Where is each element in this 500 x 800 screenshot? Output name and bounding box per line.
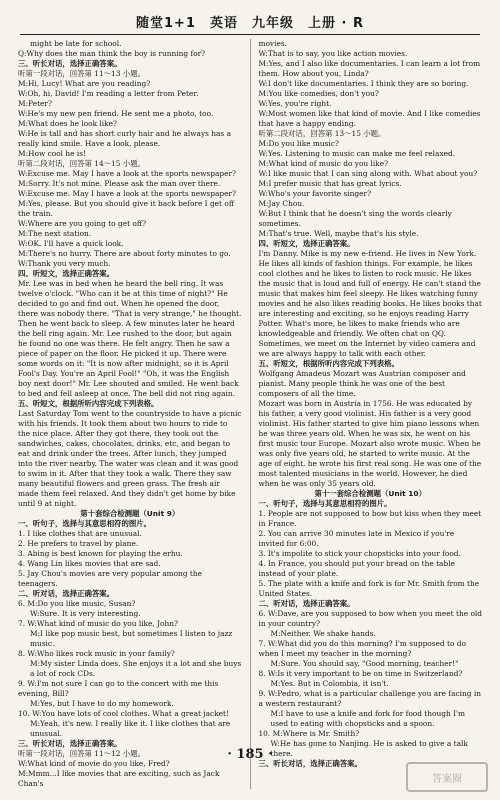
text-line: 4. Wang Lin likes movies that are sad. <box>18 559 161 568</box>
section-heading: 一、听句子，选择与其意思相符的图片。 <box>258 499 392 508</box>
text-line: M:Yes, please. But you should give it back before I get off the train. <box>18 199 237 218</box>
text-line: W:Sure. It is very interesting. <box>30 609 141 618</box>
text-line: M:What does he look like? <box>18 119 117 128</box>
text-line: M:I prefer music that has great lyrics. <box>258 179 402 188</box>
text-line: 1. I like clothes that are unusual. <box>18 529 142 538</box>
unit-heading: 第十套综合检测题（Unit 9） <box>80 509 180 518</box>
text-line: 7. W:What kind of music do you like, John? <box>18 619 178 628</box>
text-line: 3. It's impolite to stick your chopsticks into your food. <box>258 549 461 558</box>
text-line: M:I have to use a knife and fork for food though I'm used to eating with chopsticks and a spoon. <box>270 709 468 728</box>
text-columns <box>12 35 488 789</box>
text-line: Mr. Lee was in bed when he heard the bell ring. It was twelve o'clock. "Who can it be at this time of night?" He decided to go and find out. When he opened the door, there was nobody there. "That is very strange," he thought. Then he went back to sleep. A few minutes later he heard the bell ring again. Mr. Lee rushed to the door, but again he found no one was there. He felt angry. Then he saw a piece of paper on the floor. He picked it up. There were some words on it: "It is now after midnight, so it is April Fool's Day. You're an April Fool!" "Oh, it was the English boy next door!" Mr. Lee shouted and smiled. He went back to bed and fell asleep at once. The bell did not ring again. <box>18 279 244 398</box>
text-line: W:I don't like documentaries. I think they are so boring. <box>258 79 469 88</box>
text-line: W:Yes. Listening to music can make me feel relaxed. <box>258 149 456 158</box>
text-line: Q:Why does the man think the boy is running for? <box>18 49 206 58</box>
text-line: M:How cool he is! <box>18 149 86 158</box>
section-heading: 三、听长对话，选择正确答案。 <box>18 59 122 68</box>
text-line: 9. W:I'm not sure I can go to the concert with me this evening, Bill? <box>18 679 221 698</box>
text-line: 8. W:Who likes rock music in your family? <box>18 649 175 658</box>
text-line: W:Excuse me. May I have a look at the sports newspaper? <box>18 189 236 198</box>
unit-heading: 第十一套综合检测题（Unit 10） <box>314 489 426 498</box>
text-line: 6. M:Do you like music, Susan? <box>18 599 136 608</box>
text-line: M:Peter? <box>18 99 52 108</box>
section-heading: 四、听短文，选择正确答案。 <box>18 269 115 278</box>
text-line: M:Yeah, it's new. I really like it. I like clothes that are unusual. <box>30 719 233 738</box>
text-line: Wolfgang Amadeus Mozart was Austrian composer and pianist. Many people think he was one of the best composers of all the time. <box>258 369 469 398</box>
text-line: 5. The plate with a knife and fork is for Mr. Smith from the United States. <box>258 579 482 598</box>
text-line: 听第一段对话，回答第 11～12 小题。 <box>18 749 145 758</box>
page-title: 随堂1+1 英语 九年级 上册 · R <box>136 16 364 31</box>
text-line: M:I like pop music best, but sometimes I listen to jazz music. <box>30 629 235 648</box>
page-number: · 185 · <box>227 747 273 762</box>
text-line: M:The next station. <box>18 229 92 238</box>
text-line: M:That's true. Well, maybe that's his style. <box>258 229 419 238</box>
text-line: M:Mmm...I like movies that are exciting, such as Jack Chan's <box>18 769 222 788</box>
section-heading: 一、听句子，选择与其意思相符的图片。 <box>18 519 152 528</box>
section-heading: 三、听长对话，选择正确答案。 <box>258 759 362 768</box>
text-line: 10. M:Where is Mr. Smith? <box>258 729 360 738</box>
text-line: M:Neither. We shake hands. <box>270 629 376 638</box>
text-line: M:You like comedies, don't you? <box>258 89 379 98</box>
text-line: 8. W:Is it very important to be on time in Switzerland? <box>258 669 463 678</box>
text-line: 9. W:Pedro, what is a particular challenge you are facing in a western restaurant? <box>258 689 484 708</box>
text-line: M:Yes, but I have to do my homework. <box>30 699 174 708</box>
text-line: M:Do you like music? <box>258 139 339 148</box>
text-line: 4. In France, you should put your bread on the table instead of your plate. <box>258 559 458 578</box>
left-column <box>18 39 242 789</box>
column-divider <box>250 39 251 789</box>
section-heading: 四、听短文，选择正确答案。 <box>258 239 355 248</box>
text-line: W:He has gone to Nanjing. He is asked to give a talk there. <box>270 739 471 758</box>
text-line: W:Oh, hi, David! I'm reading a letter from Peter. <box>18 89 199 98</box>
text-line: M:Yes, and I also like documentaries. I can learn a lot from them. How about you, Linda? <box>258 59 483 78</box>
text-line: W:What kind of movie do you like, Fred? <box>18 759 170 768</box>
text-line: 听第二段对话，回答第 14～15 小题。 <box>18 159 145 168</box>
text-line: 5. Jay Chou's movies are very popular among the teenagers. <box>18 569 205 588</box>
text-line: W:That is to say, you like action movies. <box>258 49 408 58</box>
text-line: M:Jay Chou. <box>258 199 305 208</box>
text-line: 1. People are not supposed to bow but kiss when they meet in France. <box>258 509 484 528</box>
text-line: 7. W:What did you do this morning? I'm supposed to do when I meet my teacher in the morning? <box>258 639 469 658</box>
text-line: 3. Abing is best known for playing the erhu. <box>18 549 183 558</box>
text-line: W:Thank you very much. <box>18 259 111 268</box>
text-line: W:Most women like that kind of movie. And I like comedies that have a happy ending. <box>258 109 483 128</box>
text-line: M:What kind of music do you like? <box>258 159 389 168</box>
text-line: M:Hi, Lucy! What are you reading? <box>18 79 151 88</box>
text-line: movies. <box>258 39 287 48</box>
right-column <box>258 39 485 789</box>
text-line: M:Sure. You should say, "Good morning, teacher!" <box>270 659 459 668</box>
text-line: Mozart was born in Austria in 1756. He was educated by his father, a very good violinist. His father is a very good violinist. His father started to give him piano lessons when he was three years old. When he was six, he went on his first music tour Europe. Mozart also wrote music. When he was only five years old, he started to write music. At the age of eight, he wrote his first real song. He was one of the most talented musicians in the world. However, he died when he was only 35 years old. <box>258 399 484 488</box>
section-heading: 五、听短文，根据所听内容完成下列表格。 <box>18 399 159 408</box>
text-line: 6. W:Dave, are you supposed to bow when you meet the old in your country? <box>258 609 485 628</box>
text-line: M:There's no hurry. There are about forty minutes to go. <box>18 249 231 258</box>
section-heading: 二、听对话，选择正确答案。 <box>18 589 115 598</box>
watermark-logo: 答案圈 <box>406 762 488 792</box>
section-heading: 二、听对话，选择正确答案。 <box>258 599 355 608</box>
text-line: W:OK. I'll have a quick look. <box>18 239 124 248</box>
section-heading: 三、听长对话，选择正确答案。 <box>18 739 122 748</box>
text-line: 10. W:You have lots of cool clothes. What a great jacket! <box>18 709 229 718</box>
text-line: M:Sorry. It's not mine. Please ask the man over there. <box>18 179 221 188</box>
page-header <box>20 0 480 35</box>
text-line: 听第一段对话，回答第 11～13 小题。 <box>18 69 145 78</box>
text-line: 2. You can arrive 30 minutes late in Mexico if you're invited for 6:00. <box>258 529 457 548</box>
text-line: I'm Danny. Mike is my new e-friend. He lives in New York. He likes all kinds of fashion things. For example, he likes cool clothes and he likes to listen to rock music. He likes the music that is loud and full of energy. He can't stand the music that makes him feel sleepy. He likes watching funny movies and he also likes reading books. He likes books that are interesting and exciting, so he enjoys reading Harry Potter. What's more, he likes to make friends who are knowledgeable and friendly. We often chat on QQ. Sometimes, we meet on the Internet by video camera and we are always happy to talk with each other. <box>258 249 485 358</box>
text-line: W:He is tall and has short curly hair and he always has a really kind smile. Have a look, please. <box>18 129 234 148</box>
text-line: W:Excuse me. May I have a look at the sports newspaper? <box>18 169 236 178</box>
text-line: W:Yes, you're right. <box>258 99 332 108</box>
text-line: Last Saturday Tom went to the countryside to have a picnic with his friends. It took them about two hours to ride to the nice place. After they got there, they took out the sandwiches, cakes, chocolates, drinks, etc, and began to eat and drink under the trees. After lunch, they jumped into the river nearby. The water was clean and it was good to swim in it. After that they took a walk. There they saw many beautiful flowers and green grass. The fresh air made them feel relaxed. And they didn't get home by bike until 9 at night. <box>18 409 244 508</box>
text-line: M:Yes. But in Colombia, it isn't. <box>270 679 389 688</box>
text-line: 2. He prefers to travel by plane. <box>18 539 139 548</box>
text-line: might be late for school. <box>30 39 122 48</box>
text-line: M:My sister Linda does. She enjoys it a lot and she buys a lot of rock CDs. <box>30 659 244 678</box>
text-line: W:I like music that I can sing along with. What about you? <box>258 169 478 178</box>
text-line: 听第二段对话，回答第 13～15 小题。 <box>258 129 386 138</box>
text-line: W:He's my new pen friend. He sent me a photo, too. <box>18 109 214 118</box>
section-heading: 五、听短文，根据所听内容完成下列表格。 <box>258 359 399 368</box>
text-line: W:Where are you going to get off? <box>18 219 147 228</box>
text-line: W:Who's your favorite singer? <box>258 189 372 198</box>
text-line: W:But I think that he doesn't sing the words clearly sometimes. <box>258 209 455 228</box>
